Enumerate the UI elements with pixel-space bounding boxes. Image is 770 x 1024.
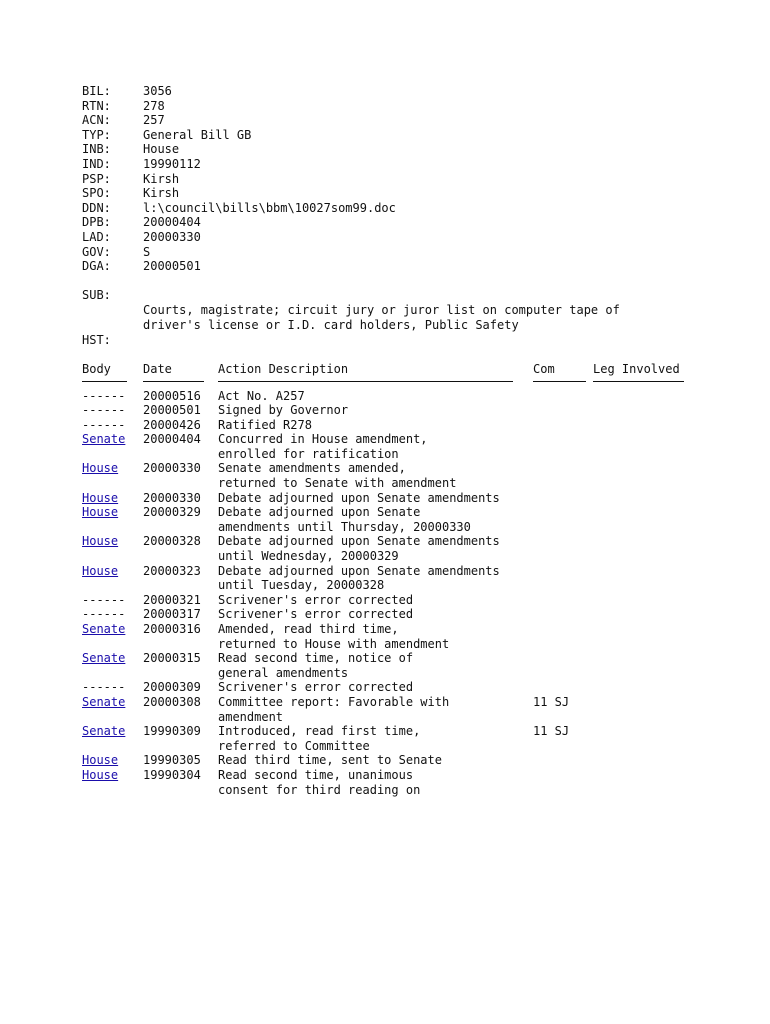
action-description xyxy=(218,695,528,724)
history-date: 20000323 xyxy=(143,563,201,578)
action-line: Act No. A257 xyxy=(218,388,305,403)
history-row xyxy=(82,607,722,622)
body-link[interactable]: House xyxy=(82,753,119,768)
field-key: PSP: xyxy=(82,171,111,186)
history-row xyxy=(82,695,722,724)
body-placeholder: ------ xyxy=(82,680,126,695)
field-row xyxy=(82,84,722,99)
field-key: INB: xyxy=(82,142,111,157)
field-value: General Bill GB xyxy=(143,127,252,142)
action-line: Read third time, sent to Senate xyxy=(218,753,442,768)
history-date: 20000330 xyxy=(143,461,201,476)
history-row xyxy=(82,768,722,797)
field-row xyxy=(82,215,722,230)
field-key: RTN: xyxy=(82,98,111,113)
subject-key: SUB: xyxy=(82,288,111,303)
header-date: Date xyxy=(143,361,172,376)
action-line: Committee report: Favorable with xyxy=(218,694,450,709)
history-row xyxy=(82,418,722,433)
history-row xyxy=(82,622,722,651)
rule-com xyxy=(533,381,586,382)
action-line: Debate adjourned upon Senate amendments xyxy=(218,563,500,578)
action-description xyxy=(218,753,528,768)
field-value: S xyxy=(143,244,151,259)
field-value: House xyxy=(143,142,180,157)
body-placeholder: ------ xyxy=(82,607,126,622)
field-value: Kirsh xyxy=(143,171,180,186)
header-leg: Leg Involved xyxy=(593,361,680,376)
rule-date xyxy=(143,381,204,382)
body-link[interactable]: House xyxy=(82,505,119,520)
action-description xyxy=(218,593,528,608)
history-row xyxy=(82,753,722,768)
field-row xyxy=(82,201,722,216)
history-date: 20000316 xyxy=(143,622,201,636)
history-date: 20000329 xyxy=(143,505,201,520)
field-value: Kirsh xyxy=(143,186,180,201)
field-value: 3056 xyxy=(143,84,172,98)
history-date: 19990309 xyxy=(143,724,201,739)
header-action: Action Description xyxy=(218,361,349,376)
subject-value xyxy=(143,303,663,332)
history-row xyxy=(82,724,722,753)
field-row xyxy=(82,245,722,260)
action-description xyxy=(218,505,528,534)
field-key: DDN: xyxy=(82,200,111,215)
body-link[interactable]: House xyxy=(82,490,119,505)
body-link[interactable]: House xyxy=(82,461,119,476)
history-row xyxy=(82,389,722,404)
history-date: 20000330 xyxy=(143,490,201,505)
history-row xyxy=(82,564,722,593)
history-date: 19990304 xyxy=(143,767,201,782)
action-line: until Tuesday, 20000328 xyxy=(218,578,385,593)
field-row xyxy=(82,259,722,274)
field-key: BIL: xyxy=(82,84,111,98)
history-date: 20000321 xyxy=(143,592,201,607)
field-row xyxy=(82,230,722,245)
action-description xyxy=(218,680,528,695)
field-key: SPO: xyxy=(82,186,111,201)
action-line: until Wednesday, 20000329 xyxy=(218,549,399,564)
action-description xyxy=(218,768,528,797)
body-link[interactable]: Senate xyxy=(82,724,126,739)
field-row xyxy=(82,113,722,128)
history-date: 20000309 xyxy=(143,680,201,695)
body-link[interactable]: House xyxy=(82,534,119,549)
history-table xyxy=(82,362,722,798)
field-value: 20000330 xyxy=(143,229,201,244)
field-key: DGA: xyxy=(82,259,111,274)
field-value: 278 xyxy=(143,98,165,113)
action-line: Scrivener's error corrected xyxy=(218,592,414,607)
header-rules xyxy=(82,377,722,389)
field-key: TYP: xyxy=(82,127,111,142)
header-body: Body xyxy=(82,361,111,376)
action-line: Scrivener's error corrected xyxy=(218,680,414,695)
field-row xyxy=(82,142,722,157)
history-row xyxy=(82,651,722,680)
action-description xyxy=(218,651,528,680)
subject-row xyxy=(82,274,722,332)
body-link[interactable]: House xyxy=(82,767,119,782)
field-row xyxy=(82,157,722,172)
field-row xyxy=(82,99,722,114)
history-date: 20000315 xyxy=(143,651,201,666)
rule-leg xyxy=(593,381,684,382)
action-line: general amendments xyxy=(218,665,349,680)
field-row xyxy=(82,172,722,187)
action-description xyxy=(218,389,528,404)
history-date: 19990305 xyxy=(143,753,201,768)
field-row xyxy=(82,128,722,143)
action-line: Signed by Governor xyxy=(218,403,349,418)
history-date: 20000317 xyxy=(143,607,201,622)
rule-body xyxy=(82,381,127,382)
subject-line-1: Courts, magistrate; circuit jury or juror list on computer tape of xyxy=(143,302,620,317)
action-description xyxy=(218,491,528,506)
action-line: Read second time, unanimous xyxy=(218,767,414,782)
action-description xyxy=(218,534,528,563)
field-value: l:\council\bills\bbm\10027som99.doc xyxy=(143,200,396,215)
action-line: amendments until Thursday, 20000330 xyxy=(218,519,471,534)
field-value: 20000501 xyxy=(143,259,201,274)
history-rows xyxy=(82,389,722,798)
history-row xyxy=(82,432,722,461)
action-line: Amended, read third time, xyxy=(218,622,399,636)
field-key: GOV: xyxy=(82,244,111,259)
action-line: Debate adjourned upon Senate amendments xyxy=(218,534,500,549)
action-description xyxy=(218,724,528,753)
history-date: 20000501 xyxy=(143,403,201,418)
body-placeholder: ------ xyxy=(82,388,126,403)
subject-line-2: driver's license or I.D. card holders, Public Safety xyxy=(143,317,519,332)
action-description xyxy=(218,432,528,461)
body-link[interactable]: Senate xyxy=(82,651,126,666)
body-link[interactable]: Senate xyxy=(82,622,126,636)
action-line: Ratified R278 xyxy=(218,417,312,432)
history-row xyxy=(82,680,722,695)
body-placeholder: ------ xyxy=(82,403,126,418)
history-row xyxy=(82,461,722,490)
field-key: IND: xyxy=(82,156,111,171)
history-date: 20000516 xyxy=(143,388,201,403)
history-date: 20000404 xyxy=(143,432,201,447)
action-line: Concurred in House amendment, xyxy=(218,432,428,447)
action-line: Introduced, read first time, xyxy=(218,724,421,739)
action-description xyxy=(218,461,528,490)
history-row xyxy=(82,403,722,418)
history-date: 20000426 xyxy=(143,417,201,432)
body-placeholder: ------ xyxy=(82,592,126,607)
bill-fields xyxy=(82,84,722,274)
history-date: 20000308 xyxy=(143,694,201,709)
field-key: ACN: xyxy=(82,113,111,128)
history-row xyxy=(82,534,722,563)
body-link[interactable]: Senate xyxy=(82,432,126,447)
action-line: amendment xyxy=(218,709,284,724)
action-line: Debate adjourned upon Senate xyxy=(218,505,421,520)
committee-code: 11 SJ xyxy=(533,724,570,739)
action-line: Scrivener's error corrected xyxy=(218,607,414,622)
field-key: LAD: xyxy=(82,229,111,244)
history-row xyxy=(82,593,722,608)
header-com: Com xyxy=(533,361,555,376)
field-value: 257 xyxy=(143,113,165,128)
field-value: 19990112 xyxy=(143,156,201,171)
history-label: HST: xyxy=(82,332,111,347)
rule-action xyxy=(218,381,513,382)
action-description xyxy=(218,607,528,622)
action-line: consent for third reading on xyxy=(218,782,421,797)
field-row xyxy=(82,186,722,201)
body-link[interactable]: House xyxy=(82,563,119,578)
committee-code: 11 SJ xyxy=(533,694,570,709)
history-row xyxy=(82,505,722,534)
action-line: Senate amendments amended, xyxy=(218,461,406,476)
body-link[interactable]: Senate xyxy=(82,694,126,709)
action-line: returned to House with amendment xyxy=(218,636,450,651)
action-line: Debate adjourned upon Senate amendments xyxy=(218,490,500,505)
history-header xyxy=(82,362,722,377)
body-placeholder: ------ xyxy=(82,417,126,432)
action-description xyxy=(218,622,528,651)
bill-record xyxy=(82,84,722,797)
action-line: Read second time, notice of xyxy=(218,651,414,666)
action-line: enrolled for ratification xyxy=(218,446,399,461)
field-value: 20000404 xyxy=(143,215,201,230)
action-line: returned to Senate with amendment xyxy=(218,476,457,491)
history-date: 20000328 xyxy=(143,534,201,549)
action-description xyxy=(218,403,528,418)
field-key: DPB: xyxy=(82,215,111,230)
action-description xyxy=(218,564,528,593)
action-description xyxy=(218,418,528,433)
history-row xyxy=(82,491,722,506)
action-line: referred to Committee xyxy=(218,738,370,753)
